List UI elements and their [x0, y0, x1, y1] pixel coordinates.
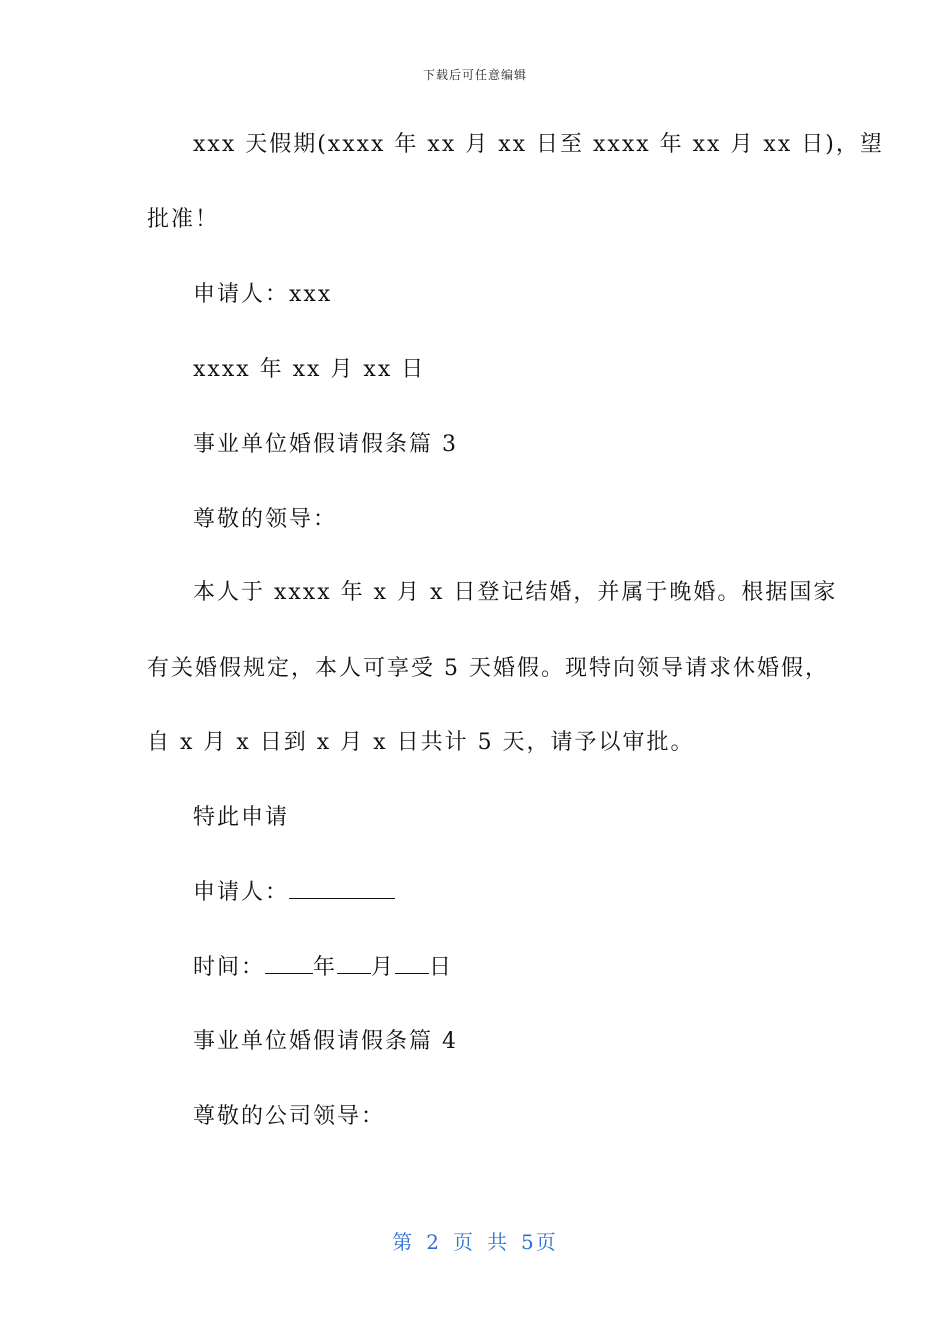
total-pages: 5页	[521, 1230, 558, 1254]
year-blank	[265, 953, 313, 974]
signature-blank	[289, 878, 395, 899]
footer-page-word: 页	[453, 1230, 475, 1254]
month-blank	[337, 953, 371, 974]
body-line: 有关婚假规定，本人可享受 5 天婚假。现特向领导请求休婚假，	[147, 656, 829, 681]
footer-prefix: 第	[392, 1230, 415, 1254]
year-unit: 年	[313, 955, 338, 980]
body-line: xxx 天假期(xxxx 年 xx 月 xx 日至 xxxx 年 xx 月 xx 日)，望	[193, 132, 884, 157]
current-page-number: 2	[426, 1230, 441, 1254]
footer-total-word: 共	[487, 1230, 509, 1254]
section-heading-4: 事业单位婚假请假条篇 4	[193, 1029, 458, 1054]
body-line: 自 x 月 x 日到 x 月 x 日共计 5 天，请予以审批。	[147, 730, 695, 755]
header-note: 下载后可任意编辑	[422, 68, 527, 82]
applicant-label: 申请人：	[193, 880, 290, 905]
applicant-signature-line	[193, 878, 395, 908]
date-label: 时间：	[193, 955, 266, 980]
month-unit: 月	[371, 955, 396, 980]
salutation: 尊敬的公司领导：	[193, 1104, 386, 1129]
day-blank	[395, 953, 429, 974]
applicant-line: 申请人：xxx	[193, 282, 333, 307]
date-line: xxxx 年 xx 月 xx 日	[193, 357, 426, 382]
date-fill-line	[193, 953, 453, 983]
day-unit: 日	[429, 955, 454, 980]
body-line: 批准！	[147, 207, 220, 232]
body-line: 本人于 xxxx 年 x 月 x 日登记结婚，并属于晚婚。根据国家	[193, 580, 838, 605]
closing-line: 特此申请	[193, 805, 290, 830]
page-footer	[0, 1226, 950, 1255]
salutation: 尊敬的领导：	[193, 507, 338, 532]
section-heading-3: 事业单位婚假请假条篇 3	[193, 432, 458, 457]
